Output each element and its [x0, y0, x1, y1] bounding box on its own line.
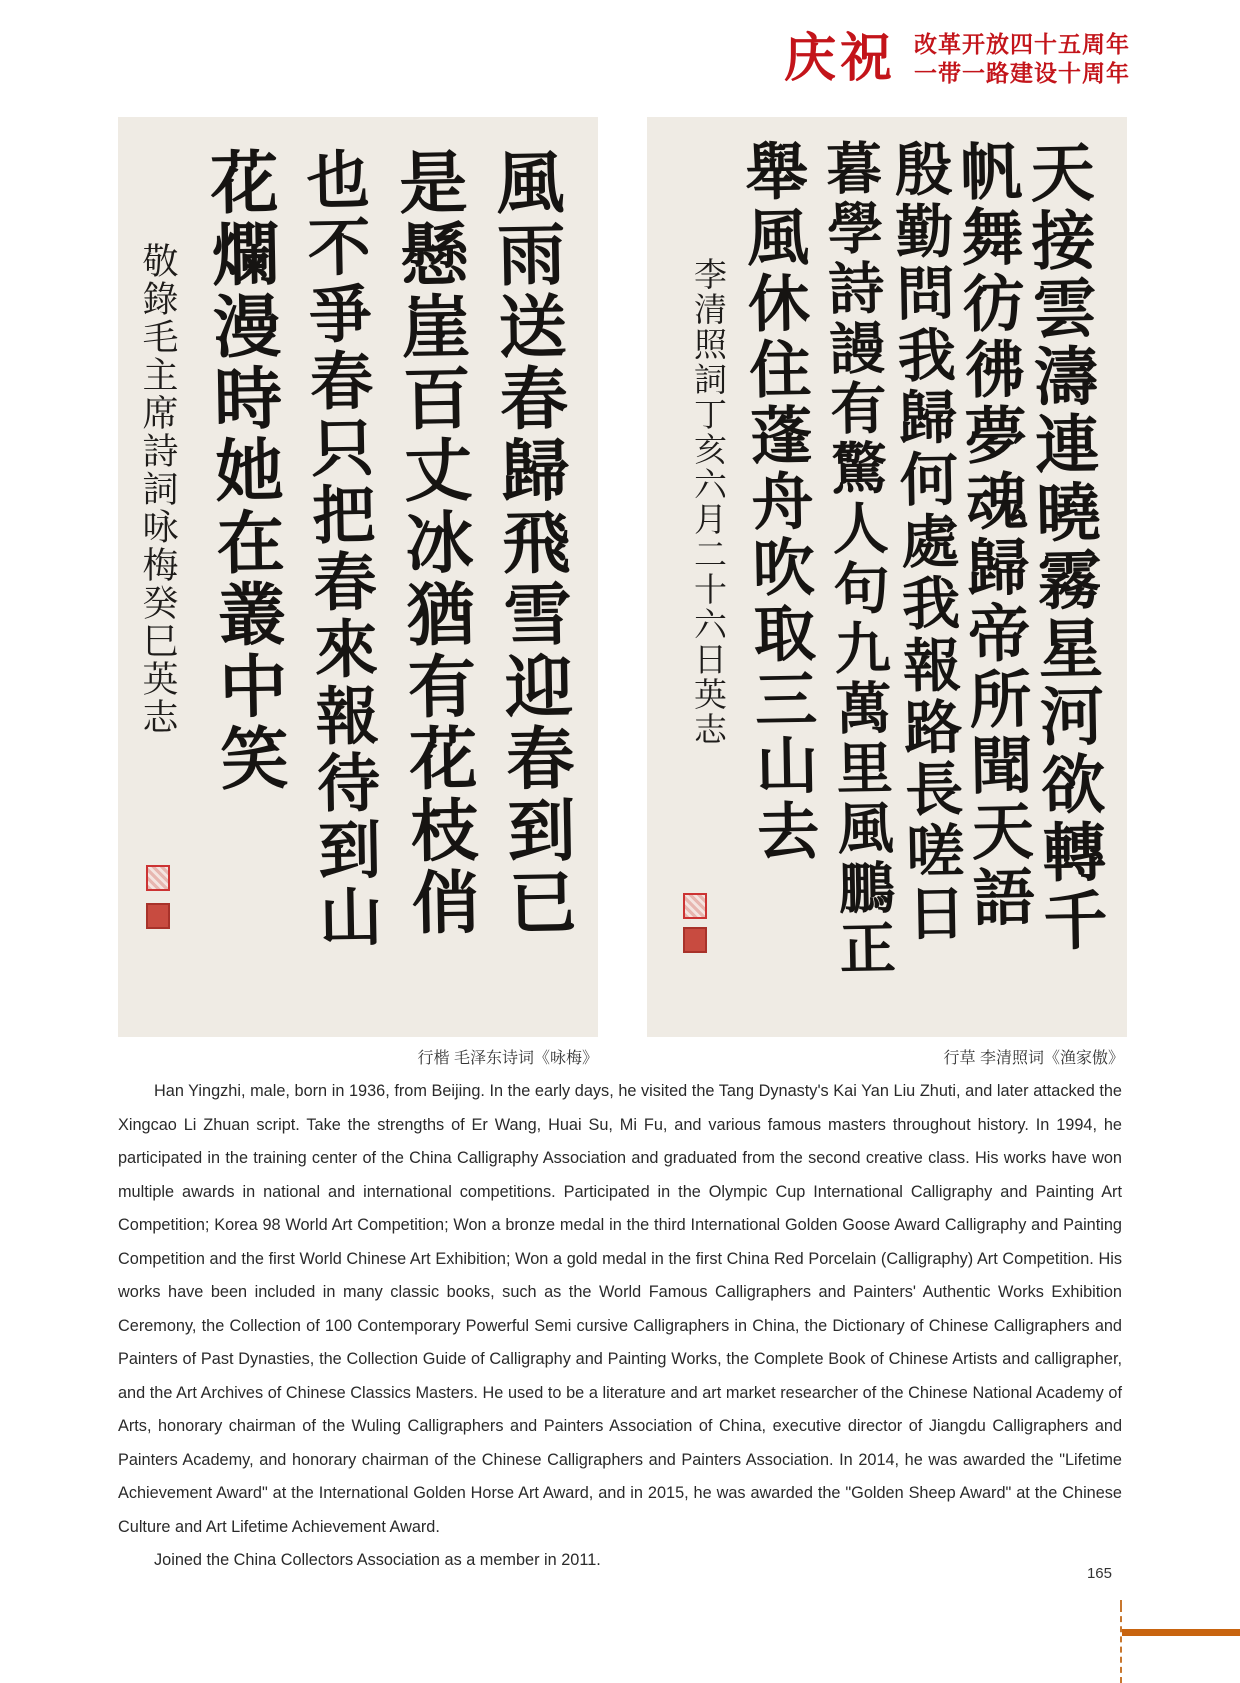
artwork-caption-right: 行草 李清照词《渔家傲》: [943, 1050, 1124, 1067]
seal-stamp: [146, 865, 170, 891]
seal-stamp: [683, 927, 707, 953]
calligraphy-column: 是懸崖百丈冰猶有花枝俏: [387, 146, 481, 940]
page-divider: [1120, 1606, 1123, 1683]
header-title: 庆祝: [783, 28, 896, 89]
seal-stamp: [146, 903, 170, 929]
seal-stamp: [683, 893, 707, 919]
artist-biography: [118, 1075, 1122, 1578]
calligraphy-column: 舉風休住蓬舟吹取三山去: [734, 138, 821, 866]
artwork-caption-left: 行楷 毛泽东诗词《咏梅》: [417, 1050, 598, 1067]
bio-paragraph: Joined the China Collectors Association as a member in 2011.: [154, 1551, 601, 1569]
calligraphy-column: 暮學詩謾有驚人句九萬里風鵬正: [816, 138, 898, 980]
calligraphy-column: 風雨送春歸飛雪迎春到已: [484, 146, 578, 940]
calligraphy-column: 天接雲濤連曉霧星河欲轉千: [1018, 138, 1109, 956]
bio-paragraph: Han Yingzhi, male, born in 1936, from Beijing. In the early days, he visited the Tang Dynasty's Kai Yan Liu Zhuti, and later attacked the Xingcao Li Zhuan script. Take the strengths of Er Wang, Huai Su, Mi Fu, and various famous masters throughout history. In 1994, he participated in the training center of the China Calligraphy Association and graduated from the second creative class. His works have won multiple awards in national and international competitions. Participated in the Olympic Cup International Calligraphy and Painting Art Competition; Korea 98 World Art Competition; Won a bronze medal in the third International Golden Goose Award Calligraphy and Painting Competition and the first World Chinese Art Exhibition; Won a gold medal in the first China Red Porcelain (Calligraphy) Art Competition. His works have been included in many classic books, such as the World Famous Calligraphers and Painters' Authentic Works Exhibition Ceremony, the Collection of 100 Contemporary Powerful Semi cursive Calligraphers in China, the Dictionary of Chinese Calligraphers and Painters of Past Dynasties, the Collection Guide of Calligraphy and Painting Works, the Complete Book of Chinese Artists and calligrapher, and the Art Archives of Chinese Classics Masters. He used to be a literature and art market researcher of the Chinese National Academy of Arts, honorary chairman of the Wuling Calligraphers and Painters Association of China, executive director of Jiangdu Calligraphers and Painters Academy, and honorary chairman of the Chinese Calligraphers and Painters Association. In 2014, he was awarded the "Lifetime Achievement Award" at the International Golden Horse Art Award, and in 2015, he was awarded the "Golden Sheep Award" at the Chinese Culture and Art Lifetime Achievement Award.: [118, 1082, 1122, 1536]
calligraphy-artwork-right: [647, 117, 1127, 1037]
page-number: 165: [1086, 1565, 1112, 1582]
header-subtitle-line2: 一带一路建设十周年: [914, 60, 1130, 87]
calligraphy-column: 殷勤問我歸何處我報路長嗟日: [883, 138, 967, 946]
calligraphy-column: 也不爭春只把春來報待到山: [295, 146, 385, 952]
header-subtitle: [914, 30, 1130, 88]
calligraphy-column: 花爛漫時她在叢中笑: [198, 146, 290, 796]
footer-accent-bar: [1122, 1629, 1240, 1636]
header-subtitle-line1: 改革开放四十五周年: [914, 31, 1130, 58]
calligraphy-artwork-left: [118, 117, 598, 1037]
artwork-signature: 李清照詞丁亥六月二十六日英志: [689, 257, 728, 747]
calligraphy-column: 帆舞彷彿夢魂歸帝所聞天語: [949, 138, 1036, 932]
artwork-signature: 敬錄毛主席詩詞咏梅癸巳英志: [137, 242, 178, 736]
page-header: [784, 30, 1130, 88]
